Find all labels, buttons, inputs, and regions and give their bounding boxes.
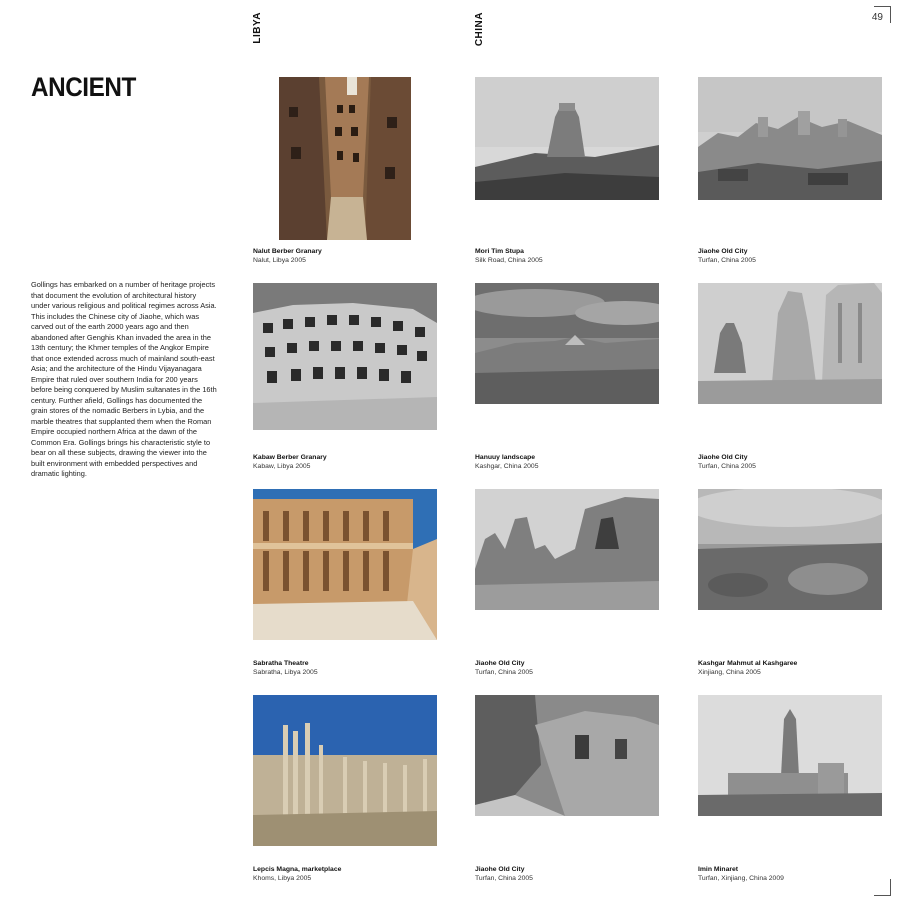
photo-kabaw-granary — [253, 283, 437, 430]
photo-jiaohe-old-city-2 — [698, 283, 882, 404]
photo-jiaohe-old-city-1 — [698, 77, 882, 200]
photo-jiaohe-old-city-3 — [475, 489, 659, 610]
photo-lepcis-magna — [253, 695, 437, 846]
caption-11: Jiaohe Old City Turfan, China 2005 — [475, 866, 533, 882]
caption-5: Hanuuy landscape Kashgar, China 2005 — [475, 454, 539, 470]
photo-kashgar-mahmut — [698, 489, 882, 610]
photo-jiaohe-old-city-4 — [475, 695, 659, 816]
photo-nalut-granary — [279, 77, 411, 240]
caption-9: Kashgar Mahmut al Kashgaree Xinjiang, China 2005 — [698, 660, 798, 676]
photo-sabratha-theatre — [253, 489, 437, 640]
caption-12: Imin Minaret Turfan, Xinjiang, China 2009 — [698, 866, 784, 882]
photo-imin-minaret — [698, 695, 882, 816]
intro-text: Gollings has embarked on a number of heritage projects that document the evolution of architectural history under various religious and political regimes across Asia. This includes the Chinese city of Jiaohe, which was carved out of the earth 2000 years ago and then abandoned after Genghis Khan invaded the area in the 13th century; the Khmer temples of the Angkor Empire that once extended across much of mainland south-east Asia; and the architecture of the Hindu Vijayanagara Empire that ruled over southern India for 200 years before being conquered by Muslim sultanates in the 16th century. Further afield, Gollings has documented the grain stores of the nomadic Berbers in Lybia, and the marble theatres that supplanted them when the Roman Empire occupied northern Africa at the dawn of the Common Era. Gollings brings his characteristic style to bear on all these subjects, drawing the viewer into the built environment with embedded perspectives and dramatic lighting. — [31, 280, 217, 478]
caption-2: Mori Tim Stupa Silk Road, China 2005 — [475, 248, 543, 264]
caption-7: Sabratha Theatre Sabratha, Libya 2005 — [253, 660, 318, 676]
caption-10: Lepcis Magna, marketplace Khoms, Libya 2005 — [253, 866, 342, 882]
section-title: ANCIENT — [31, 72, 136, 102]
caption-3: Jiaohe Old City Turfan, China 2005 — [698, 248, 756, 264]
caption-6: Jiaohe Old City Turfan, China 2005 — [698, 454, 756, 470]
page-number: 49 — [871, 12, 883, 23]
caption-1: Nalut Berber Granary Nalut, Libya 2005 — [253, 248, 322, 264]
photo-mori-tim-stupa — [475, 77, 659, 200]
photo-hanuuy-landscape — [475, 283, 659, 404]
caption-8: Jiaohe Old City Turfan, China 2005 — [475, 660, 533, 676]
country-label-libya: LIBYA — [252, 12, 263, 44]
caption-4: Kabaw Berber Granary Kabaw, Libya 2005 — [253, 454, 327, 470]
country-label-china: CHINA — [474, 12, 485, 47]
